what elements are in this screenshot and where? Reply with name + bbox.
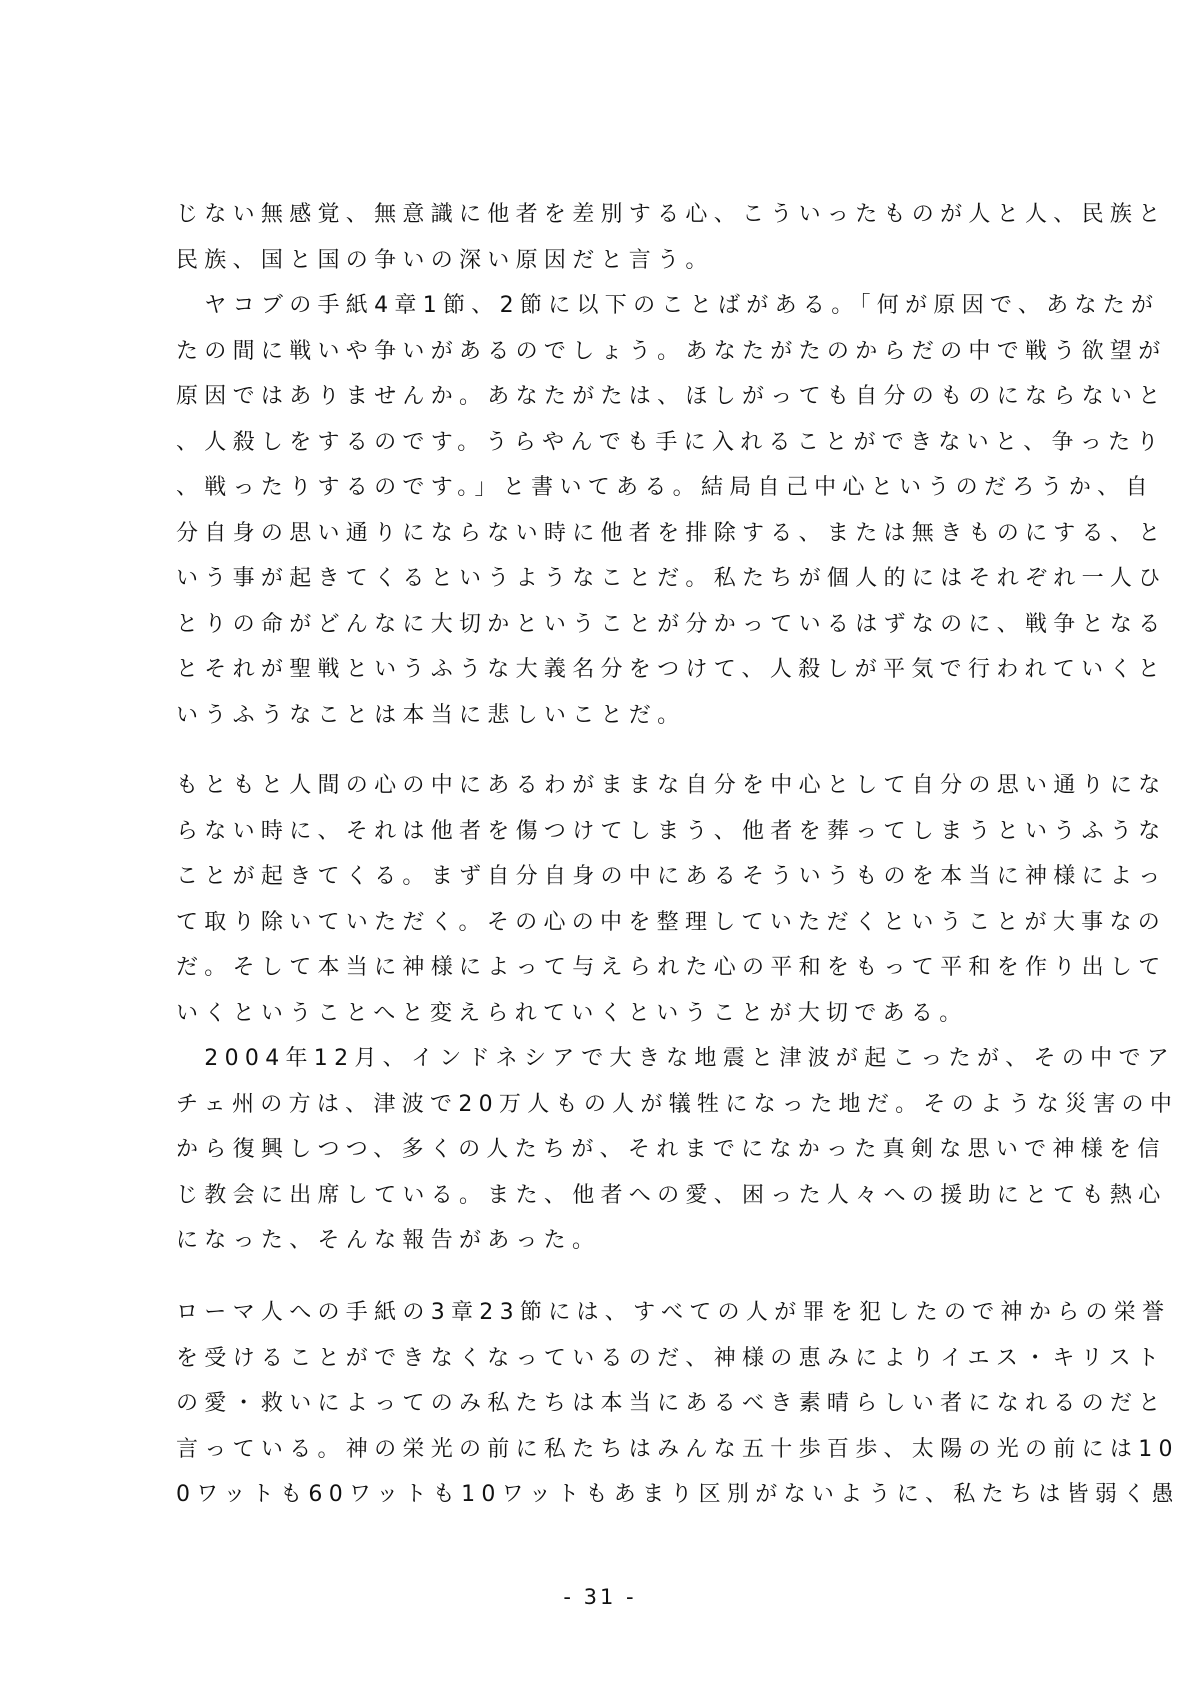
page-number: - 31 - — [563, 1585, 637, 1609]
paragraph-block-1 — [176, 192, 1167, 738]
text-line: 分自身の思い通りにならない時に他者を排除する、または無きものにする、と — [176, 520, 1167, 546]
text-line: とりの命がどんなに大切かということが分かっているはずなのに、戦争となる — [176, 611, 1167, 637]
text-line: もともと人間の心の中にあるわがままな自分を中心として自分の思い通りにな — [176, 773, 1167, 798]
text-line: ことが起きてくる。まず自分自身の中にあるそういうものを本当に神様によっ — [176, 864, 1167, 889]
text-line: らない時に、それは他者を傷つけてしまう、他者を葬ってしまうというふうな — [176, 818, 1167, 844]
text-line: たの間に戦いや争いがあるのでしょう。あなたがたのからだの中で戦う欲望が — [176, 338, 1167, 364]
text-line: 言っている。神の栄光の前に私たちはみんな五十歩百歩、太陽の光の前には10 — [176, 1436, 1179, 1462]
paragraph-block-3 — [176, 1290, 1180, 1518]
text-line: を受けることができなくなっているのだ、神様の恵みによりイエス・キリスト — [176, 1345, 1166, 1371]
text-line: の愛・救いによってのみ私たちは本当にあるべき素晴らしい者になれるのだと — [176, 1391, 1167, 1416]
text-line: いう事が起きてくるというようなことだ。私たちが個人的にはそれぞれ一人ひ — [176, 566, 1167, 591]
text-line: チェ州の方は、津波で20万人もの人が犠牲になった地だ。そのような災害の中 — [176, 1091, 1179, 1117]
text-line: じない無感覚、無意識に他者を差別する心、こういったものが人と人、民族と — [176, 202, 1167, 227]
text-line: て取り除いていただく。その心の中を整理していただくということが大事なの — [176, 909, 1167, 935]
text-line: じ教会に出席している。また、他者への愛、困った人々への援助にとても熱心 — [176, 1182, 1167, 1208]
text-line: 、戦ったりするのです。」と書いてある。結局自己中心というのだろうか、自 — [176, 475, 1154, 500]
text-line: とそれが聖戦というふうな大義名分をつけて、人殺しが平気で行われていくと — [176, 657, 1167, 682]
text-line: から復興しつつ、多くの人たちが、それまでになかった真剣な思いで神様を信 — [176, 1137, 1166, 1162]
text-line: いうふうなことは本当に悲しいことだ。 — [176, 702, 686, 728]
text-line: ローマ人への手紙の3章23節には、すべての人が罪を犯したので神からの栄誉 — [176, 1300, 1171, 1325]
text-line: いくということへと変えられていくということが大切である。 — [176, 1000, 968, 1026]
text-line: になった、そんな報告があった。 — [176, 1228, 601, 1253]
paragraph-block-2 — [176, 763, 1179, 1264]
text-line: ヤコブの手紙4章1節、2節に以下のことばがある。「何が原因で、あなたが — [176, 293, 1160, 318]
text-line: 、人殺しをするのです。うらやんでも手に入れることができないと、争ったり — [176, 429, 1165, 455]
text-line: 0ワットも60ワットも10ワットもあまり区別がないように、私たちは皆弱く愚 — [176, 1482, 1180, 1507]
text-line: 民族、国と国の争いの深い原因だと言う。 — [176, 247, 714, 273]
text-line: だ。そして本当に神様によって与えられた心の平和をもって平和を作り出して — [176, 955, 1167, 980]
text-line: 原因ではありませんか。あなたがたは、ほしがっても自分のものにならないと — [176, 384, 1167, 409]
text-line: 2004年12月、インドネシアで大きな地震と津波が起こったが、その中でア — [176, 1046, 1176, 1071]
